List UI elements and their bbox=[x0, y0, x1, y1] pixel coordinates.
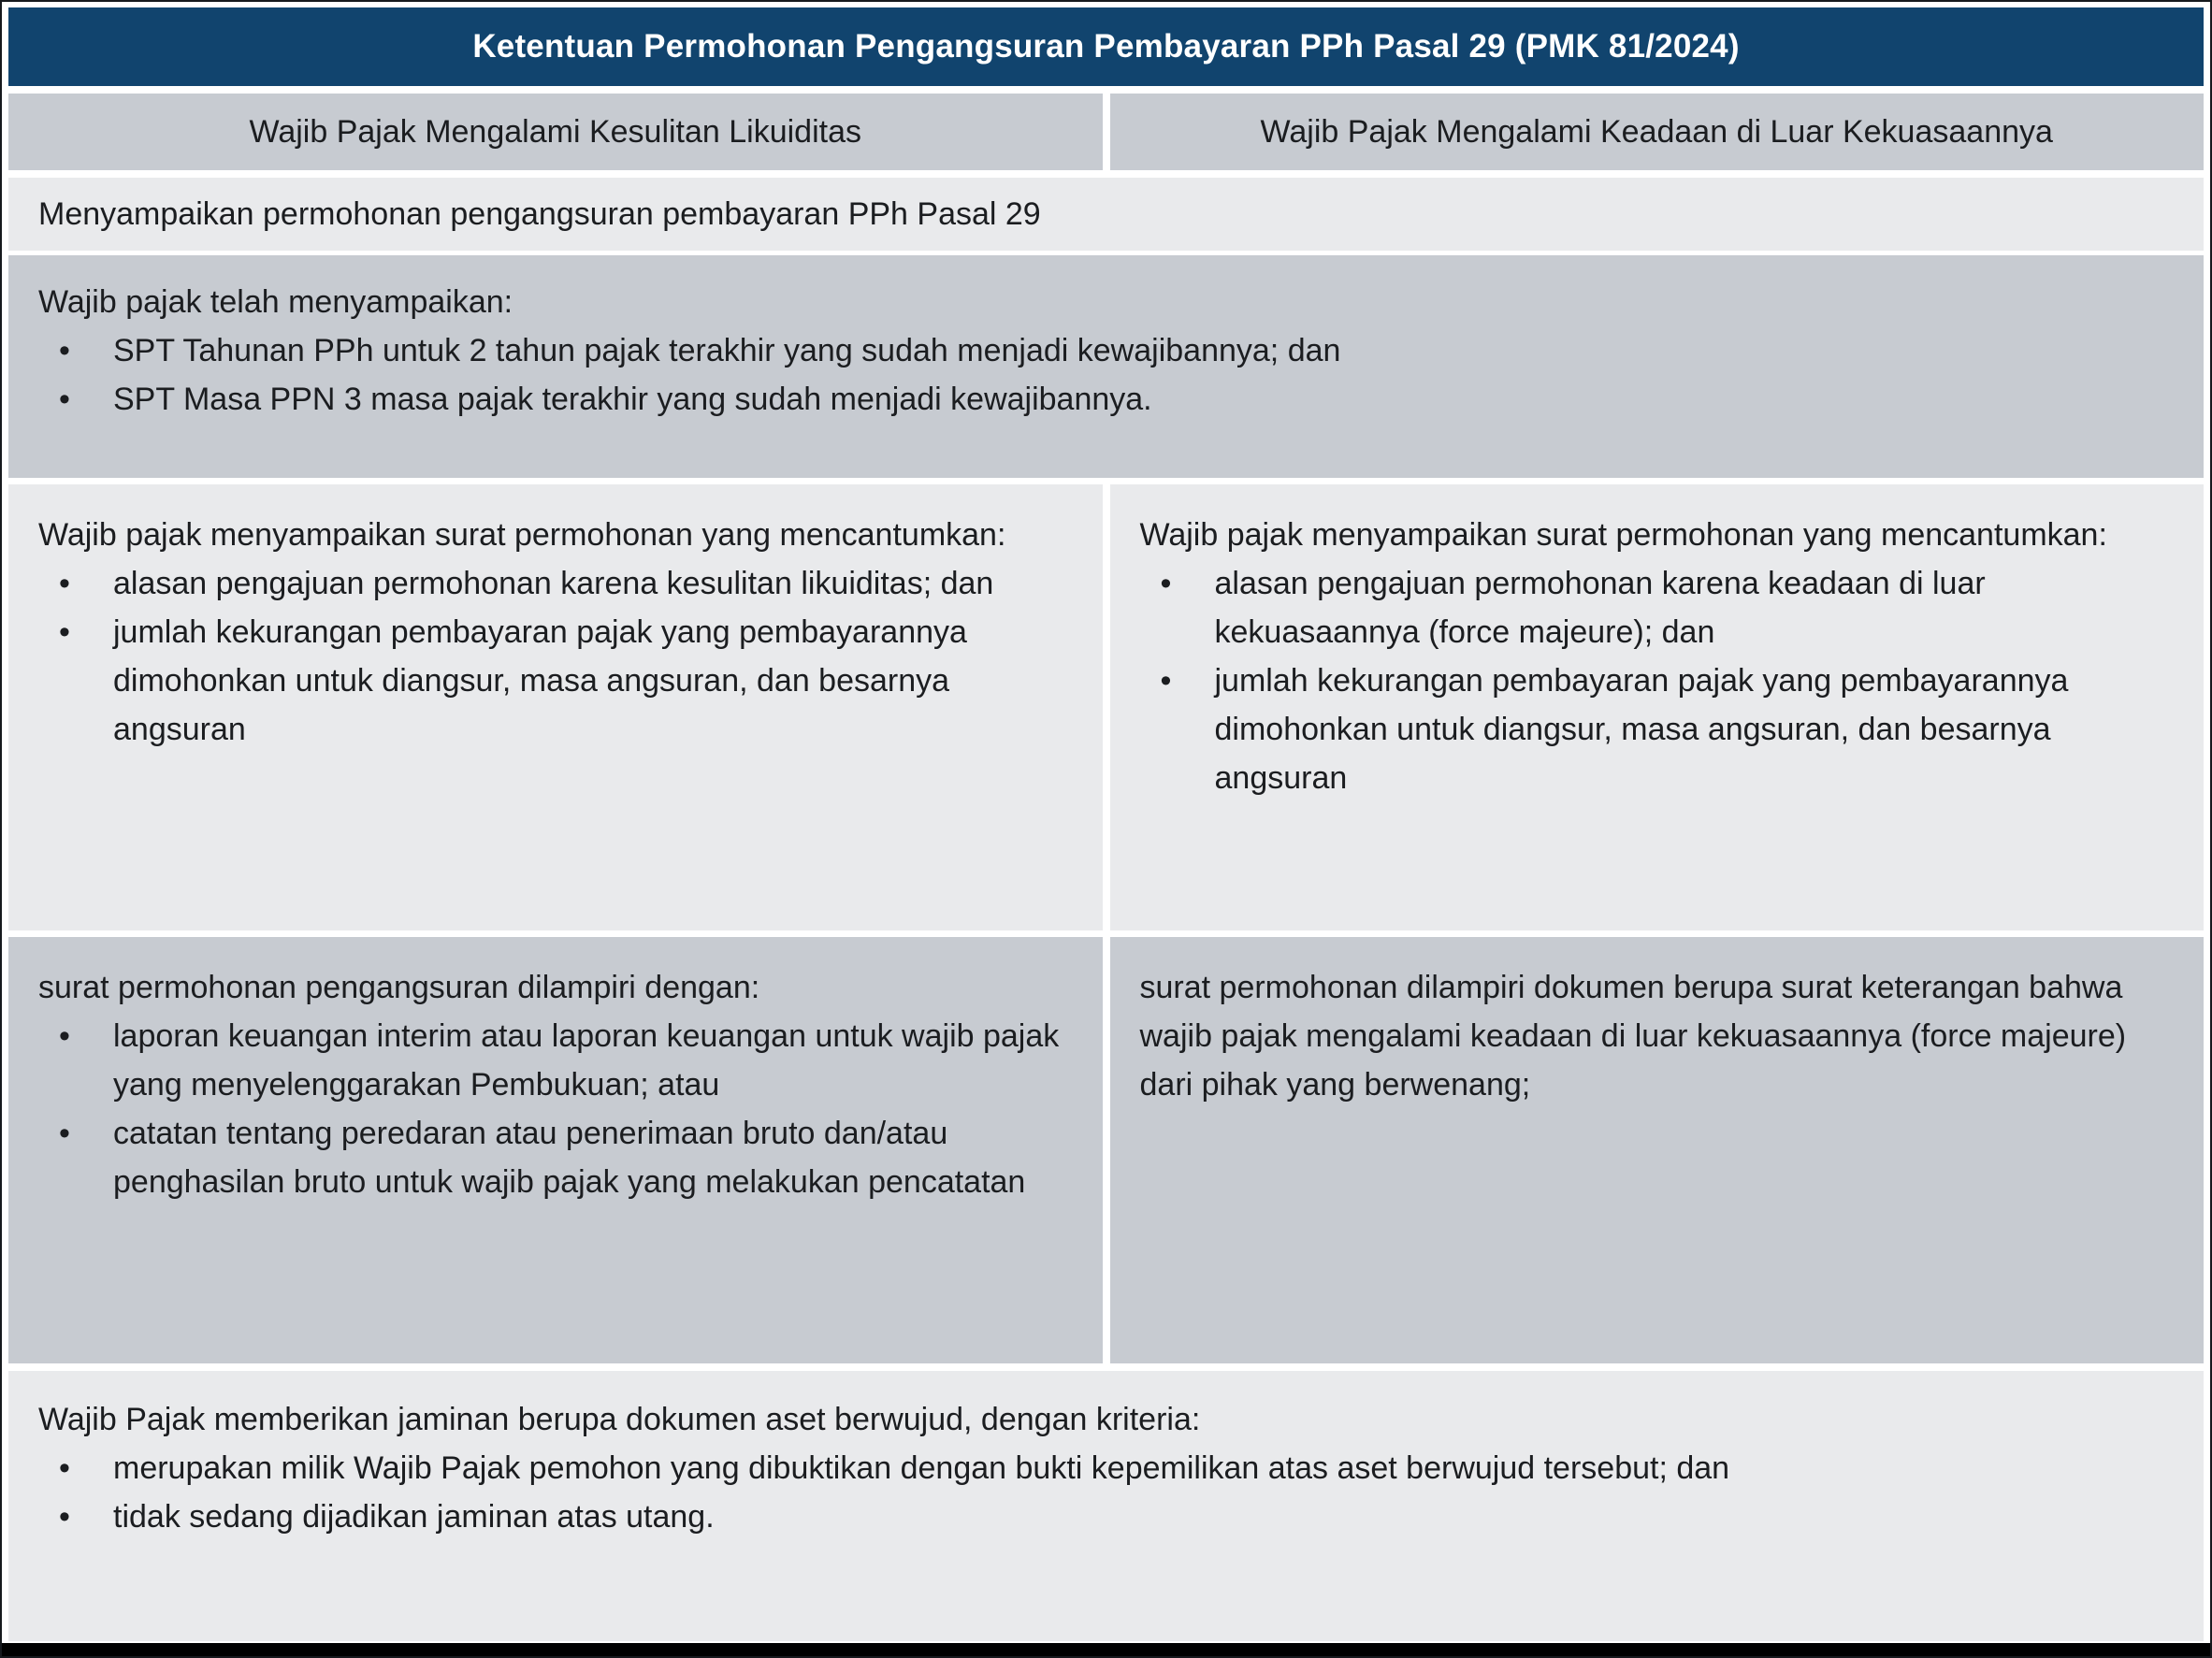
letter-left-bullet-list bbox=[38, 559, 1063, 754]
list-item: • jumlah kekurangan pembayaran pajak yang pembayarannya dimohonkan untuk diangsur, masa angsuran, dan besarnya angsuran bbox=[38, 608, 1063, 754]
letter-contents-left-cell bbox=[8, 484, 1103, 930]
attachments-left-lead: surat permohonan pengangsuran dilampiri dengan: bbox=[38, 970, 760, 1005]
list-item: • jumlah kekurangan pembayaran pajak yang pembayarannya dimohonkan untuk diangsur, masa angsuran, dan besarnya angsuran bbox=[1140, 656, 2165, 802]
table-title-bar bbox=[8, 7, 2204, 86]
list-item: • SPT Masa PPN 3 masa pajak terakhir yang sudah menjadi kewajibannya. bbox=[38, 375, 2174, 424]
list-item: • laporan keuangan interim atau laporan keuangan untuk wajib pajak yang menyelenggarakan Pembukuan; atau bbox=[38, 1012, 1063, 1109]
table-title: Ketentuan Permohonan Pengangsuran Pembayaran PPh Pasal 29 (PMK 81/2024) bbox=[472, 28, 1740, 65]
bottom-black-bar bbox=[2, 1643, 2210, 1656]
list-item: • merupakan milik Wajib Pajak pemohon yang dibuktikan dengan bukti kepemilikan atas aset berwujud tersebut; dan bbox=[38, 1444, 2174, 1492]
row-guarantee bbox=[8, 1371, 2204, 1641]
row-submit-application bbox=[8, 178, 2204, 251]
list-item: • tidak sedang dijadikan jaminan atas utang. bbox=[38, 1492, 2174, 1541]
column-header-row bbox=[8, 94, 2204, 170]
letter-left-lead: Wajib pajak menyampaikan surat permohonan yang mencantumkan: bbox=[38, 517, 1006, 553]
letter-right-bullet-list bbox=[1140, 559, 2165, 802]
row-letter-contents bbox=[8, 484, 2204, 930]
guarantee-bullet-list bbox=[38, 1444, 2174, 1541]
row-prerequisites bbox=[8, 255, 2204, 478]
prerequisites-bullet-list bbox=[38, 326, 2174, 424]
guarantee-lead: Wajib Pajak memberikan jaminan berupa dokumen aset berwujud, dengan kriteria: bbox=[38, 1402, 1201, 1437]
column-header-force-majeure bbox=[1110, 94, 2205, 170]
row-submit-text: Menyampaikan permohonan pengangsuran pembayaran PPh Pasal 29 bbox=[38, 195, 1041, 232]
column-header-right-label: Wajib Pajak Mengalami Keadaan di Luar Kekuasaannya bbox=[1260, 113, 2053, 150]
letter-contents-right-cell bbox=[1110, 484, 2205, 930]
row-attachments bbox=[8, 937, 2204, 1363]
attachments-right-lead: surat permohonan dilampiri dokumen berupa surat keterangan bahwa wajib pajak mengalami keadaan di luar kekuasaannya (force majeure) dari pihak yang berwenang; bbox=[1139, 970, 2127, 1103]
letter-right-lead: Wajib pajak menyampaikan surat permohonan yang mencantumkan: bbox=[1139, 517, 2107, 553]
prerequisites-lead: Wajib pajak telah menyampaikan: bbox=[38, 284, 513, 320]
list-item: • alasan pengajuan permohonan karena kesulitan likuiditas; dan bbox=[38, 559, 1063, 608]
list-item: • catatan tentang peredaran atau penerimaan bruto dan/atau penghasilan bruto untuk wajib pajak yang melakukan pencatatan bbox=[38, 1109, 1063, 1206]
attachments-left-bullet-list bbox=[38, 1012, 1063, 1206]
attachments-right-cell bbox=[1110, 937, 2205, 1363]
attachments-left-cell bbox=[8, 937, 1103, 1363]
column-header-left-label: Wajib Pajak Mengalami Kesulitan Likuiditas bbox=[249, 113, 861, 150]
column-header-likuiditas bbox=[8, 94, 1103, 170]
list-item: • SPT Tahunan PPh untuk 2 tahun pajak terakhir yang sudah menjadi kewajibannya; dan bbox=[38, 326, 2174, 375]
list-item: • alasan pengajuan permohonan karena keadaan di luar kekuasaannya (force majeure); dan bbox=[1140, 559, 2165, 656]
